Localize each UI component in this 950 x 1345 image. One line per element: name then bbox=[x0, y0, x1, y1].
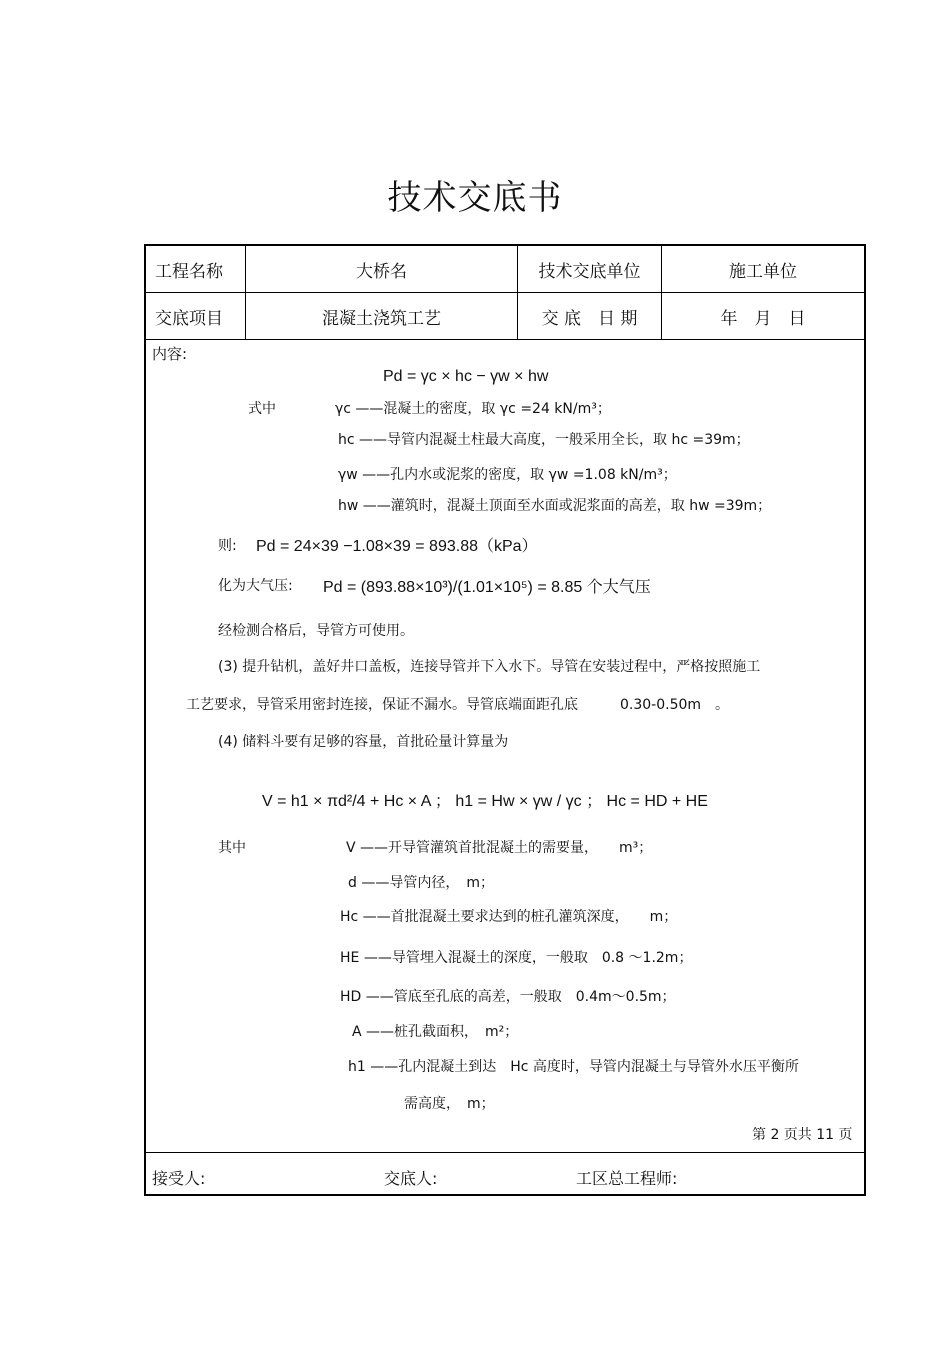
then-label: 则: bbox=[218, 538, 237, 554]
paragraph-step4: (4) 储料斗要有足够的容量，首批砼量计算量为 bbox=[218, 734, 509, 750]
paragraph-step3-line1: (3) 提升钻机，盖好井口盖板，连接导管并下入水下。导管在安装过程中，严格按照施工 bbox=[218, 659, 761, 675]
definition-hc: hc ——导管内混凝土柱最大高度，一般采用全长，取 hc =39m； bbox=[338, 432, 750, 448]
paragraph-step3-line2: 工艺要求，导管采用密封连接，保证不漏水。导管底端面距孔底 0.30-0.50m 。 bbox=[186, 697, 730, 713]
definition-hc-depth: Hc ——首批混凝土要求达到的桩孔灌筑深度， m； bbox=[340, 909, 678, 925]
definition-d: d ——导管内径， m； bbox=[348, 875, 494, 891]
formula-pd: Pd = γc × hc − γw × hw bbox=[383, 368, 549, 385]
definition-h1-line2: 需高度， m； bbox=[404, 1096, 495, 1112]
definition-hd: HD ——管底至孔底的高差，一般取 0.4m～0.5m； bbox=[340, 989, 676, 1005]
briefer-label: 交底人: bbox=[384, 1169, 438, 1188]
definition-gamma-c: γc ——混凝土的密度，取 γc =24 kN/m³； bbox=[335, 401, 611, 417]
value-unit: 施工单位 bbox=[729, 261, 797, 282]
label-project: 工程名称 bbox=[155, 261, 223, 282]
receiver-label: 接受人: bbox=[152, 1169, 206, 1188]
atm-label: 化为大气压: bbox=[218, 578, 293, 594]
formula-volume: V = h1 × πd²/4 + Hc × A ； h1 = Hw × γw / γc ； Hc = HD + HE bbox=[262, 793, 708, 810]
calculation-pressure: Pd = 24×39 −1.08×39 = 893.88（kPa） bbox=[256, 538, 538, 555]
content-label: 内容: bbox=[152, 345, 188, 363]
definition-gamma-w: γw ——孔内水或泥浆的密度，取 γw =1.08 kN/m³； bbox=[338, 467, 677, 483]
divider bbox=[144, 339, 866, 340]
label-unit: 技术交底单位 bbox=[538, 261, 641, 282]
value-date: 年 月 日 bbox=[720, 308, 806, 329]
document-title: 技术交底书 bbox=[387, 178, 563, 218]
value-item: 混凝土浇筑工艺 bbox=[322, 308, 441, 329]
qizhong-label: 其中 bbox=[218, 840, 246, 856]
definition-a: A ——桩孔截面积， m²； bbox=[352, 1024, 519, 1040]
divider bbox=[144, 1152, 866, 1153]
calculation-atm: Pd = (893.88×10³)/(1.01×10⁵) = 8.85 个大气压 bbox=[323, 579, 651, 596]
label-item: 交底项目 bbox=[155, 308, 223, 329]
definition-v: V ——开导管灌筑首批混凝土的需要量， m³； bbox=[346, 840, 653, 856]
briefing-table bbox=[144, 244, 866, 1196]
page-number: 第 2 页共 11 页 bbox=[752, 1127, 853, 1143]
definition-he: HE ——导管埋入混凝土的深度，一般取 0.8 ～1.2m； bbox=[340, 950, 693, 966]
label-date: 交 底 日 期 bbox=[541, 308, 638, 329]
where-label: 式中 bbox=[248, 401, 276, 417]
engineer-label: 工区总工程师: bbox=[576, 1169, 678, 1188]
value-project: 大桥名 bbox=[356, 261, 407, 282]
definition-hw: hw ——灌筑时，混凝土顶面至水面或泥浆面的高差，取 hw =39m； bbox=[338, 498, 772, 514]
paragraph-pass: 经检测合格后，导管方可使用。 bbox=[218, 623, 414, 639]
definition-h1-line1: h1 ——孔内混凝土到达 Hc 高度时，导管内混凝土与导管外水压平衡所 bbox=[348, 1059, 799, 1075]
